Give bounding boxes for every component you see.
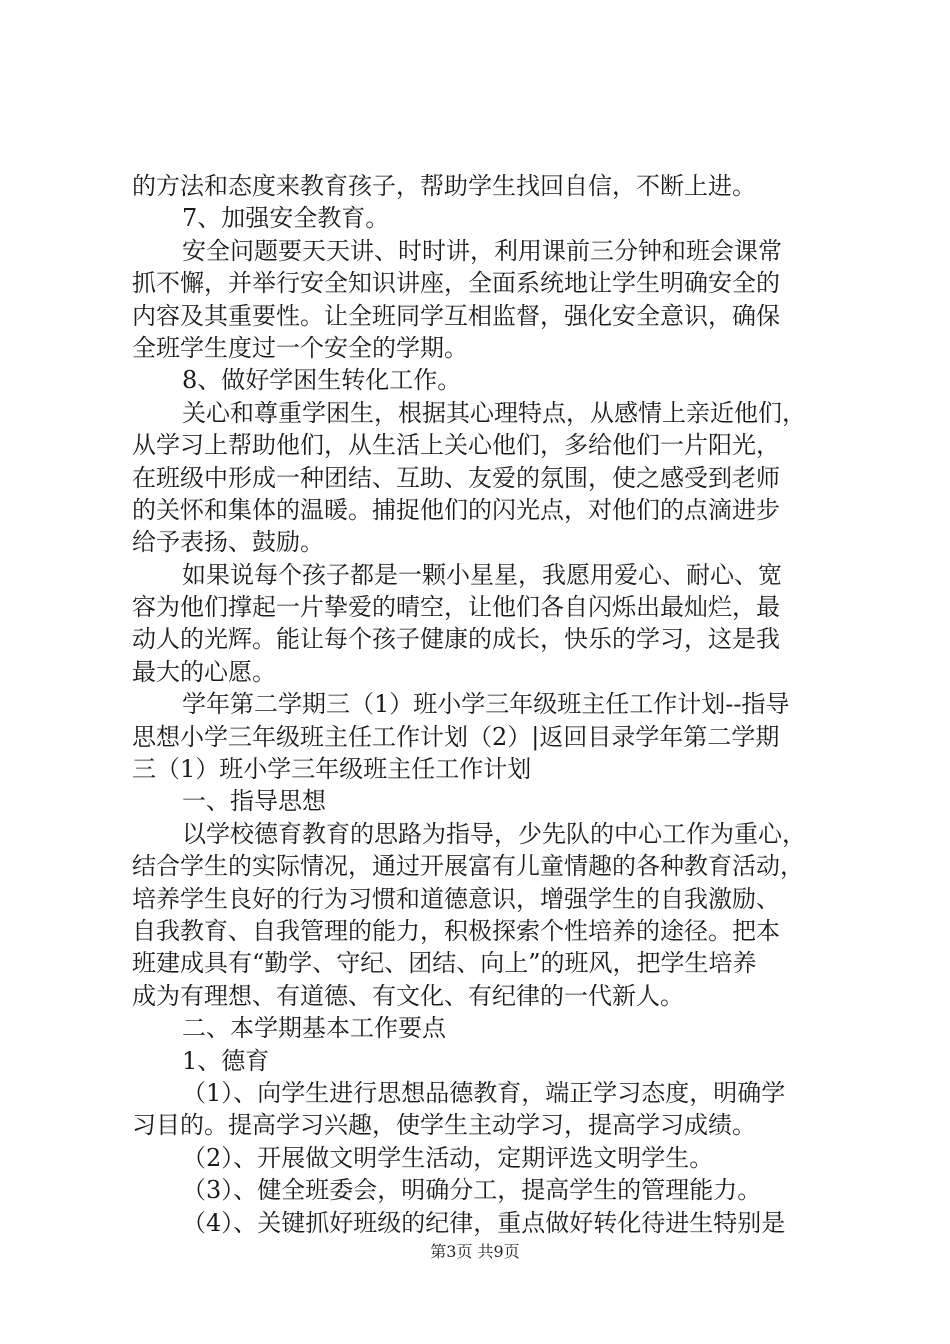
text-line: 容为他们撑起一片挚爱的晴空，让他们各自闪烁出最灿烂，最 (132, 593, 780, 622)
text-line: 动人的光辉。能让每个孩子健康的成长，快乐的学习，这是我 (132, 625, 780, 654)
text-line: 在班级中形成一种团结、互助、友爱的氛围，使之感受到老师 (132, 463, 780, 492)
text-line: 以学校德育教育的思路为指导，少先队的中心工作为重心， (182, 819, 806, 848)
text-line: 最大的心愿。 (132, 657, 276, 686)
text-line: 二、本学期基本工作要点 (182, 1014, 446, 1043)
text-line: 7、加强安全教育。 (182, 204, 390, 233)
text-line: 的关怀和集体的温暖。捕捉他们的闪光点，对他们的点滴进步 (132, 495, 780, 524)
text-line: 结合学生的实际情况，通过开展富有儿童情趣的各种教育活动， (132, 852, 804, 881)
text-line: 班建成具有“勤学、守纪、团结、向上”的班风，把学生培养 (132, 949, 757, 978)
text-line: 的方法和态度来教育孩子，帮助学生找回自信，不断上进。 (132, 172, 756, 200)
text-line: 安全问题要天天讲、时时讲，利用课前三分钟和班会课常 (182, 236, 782, 265)
text-line: 关心和尊重学困生，根据其心理特点，从感情上亲近他们， (182, 398, 806, 427)
text-line: （4）、关键抓好班级的纪律，重点做好转化待进生特别是 (182, 1208, 786, 1237)
text-line: 成为有理想、有道德、有文化、有纪律的一代新人。 (132, 981, 684, 1010)
text-line: （2）、开展做文明学生活动，定期评选文明学生。 (182, 1143, 714, 1172)
text-line: 三（1）班小学三年级班主任工作计划 (132, 755, 532, 784)
text-line: （1）、向学生进行思想品德教育，端正学习态度，明确学 (182, 1078, 786, 1107)
text-line: （3）、健全班委会，明确分工，提高学生的管理能力。 (182, 1176, 762, 1205)
text-line: 给予表扬、鼓励。 (132, 528, 324, 557)
text-line: 培养学生良好的行为习惯和道德意识，增强学生的自我激励、 (132, 884, 780, 913)
text-line: 习目的。提高学习兴趣，使学生主动学习，提高学习成绩。 (132, 1111, 756, 1140)
text-line: 学年第二学期三（1）班小学三年级班主任工作计划--指导 (182, 690, 790, 719)
text-line: 抓不懈，并举行安全知识讲座，全面系统地让学生明确安全的 (132, 269, 780, 298)
text-line: 一、指导思想 (182, 787, 326, 816)
text-line: 自我教育、自我管理的能力，积极探索个性培养的途径。把本 (132, 916, 780, 945)
document-body (132, 170, 832, 1239)
text-line: 思想小学三年级班主任工作计划（2）|返回目录学年第二学期 (132, 722, 780, 751)
page-number-footer: 第3页 共9页 (430, 1242, 520, 1261)
text-line: 如果说每个孩子都是一颗小星星，我愿用爱心、耐心、宽 (182, 560, 782, 589)
text-line: 1、德育 (182, 1046, 270, 1075)
text-line: 8、做好学困生转化工作。 (182, 366, 462, 395)
text-line: 全班学生度过一个安全的学期。 (132, 333, 468, 362)
text-line: 内容及其重要性。让全班同学互相监督，强化安全意识，确保 (132, 301, 780, 330)
text-line: 从学习上帮助他们，从生活上关心他们，多给他们一片阳光， (132, 431, 780, 460)
